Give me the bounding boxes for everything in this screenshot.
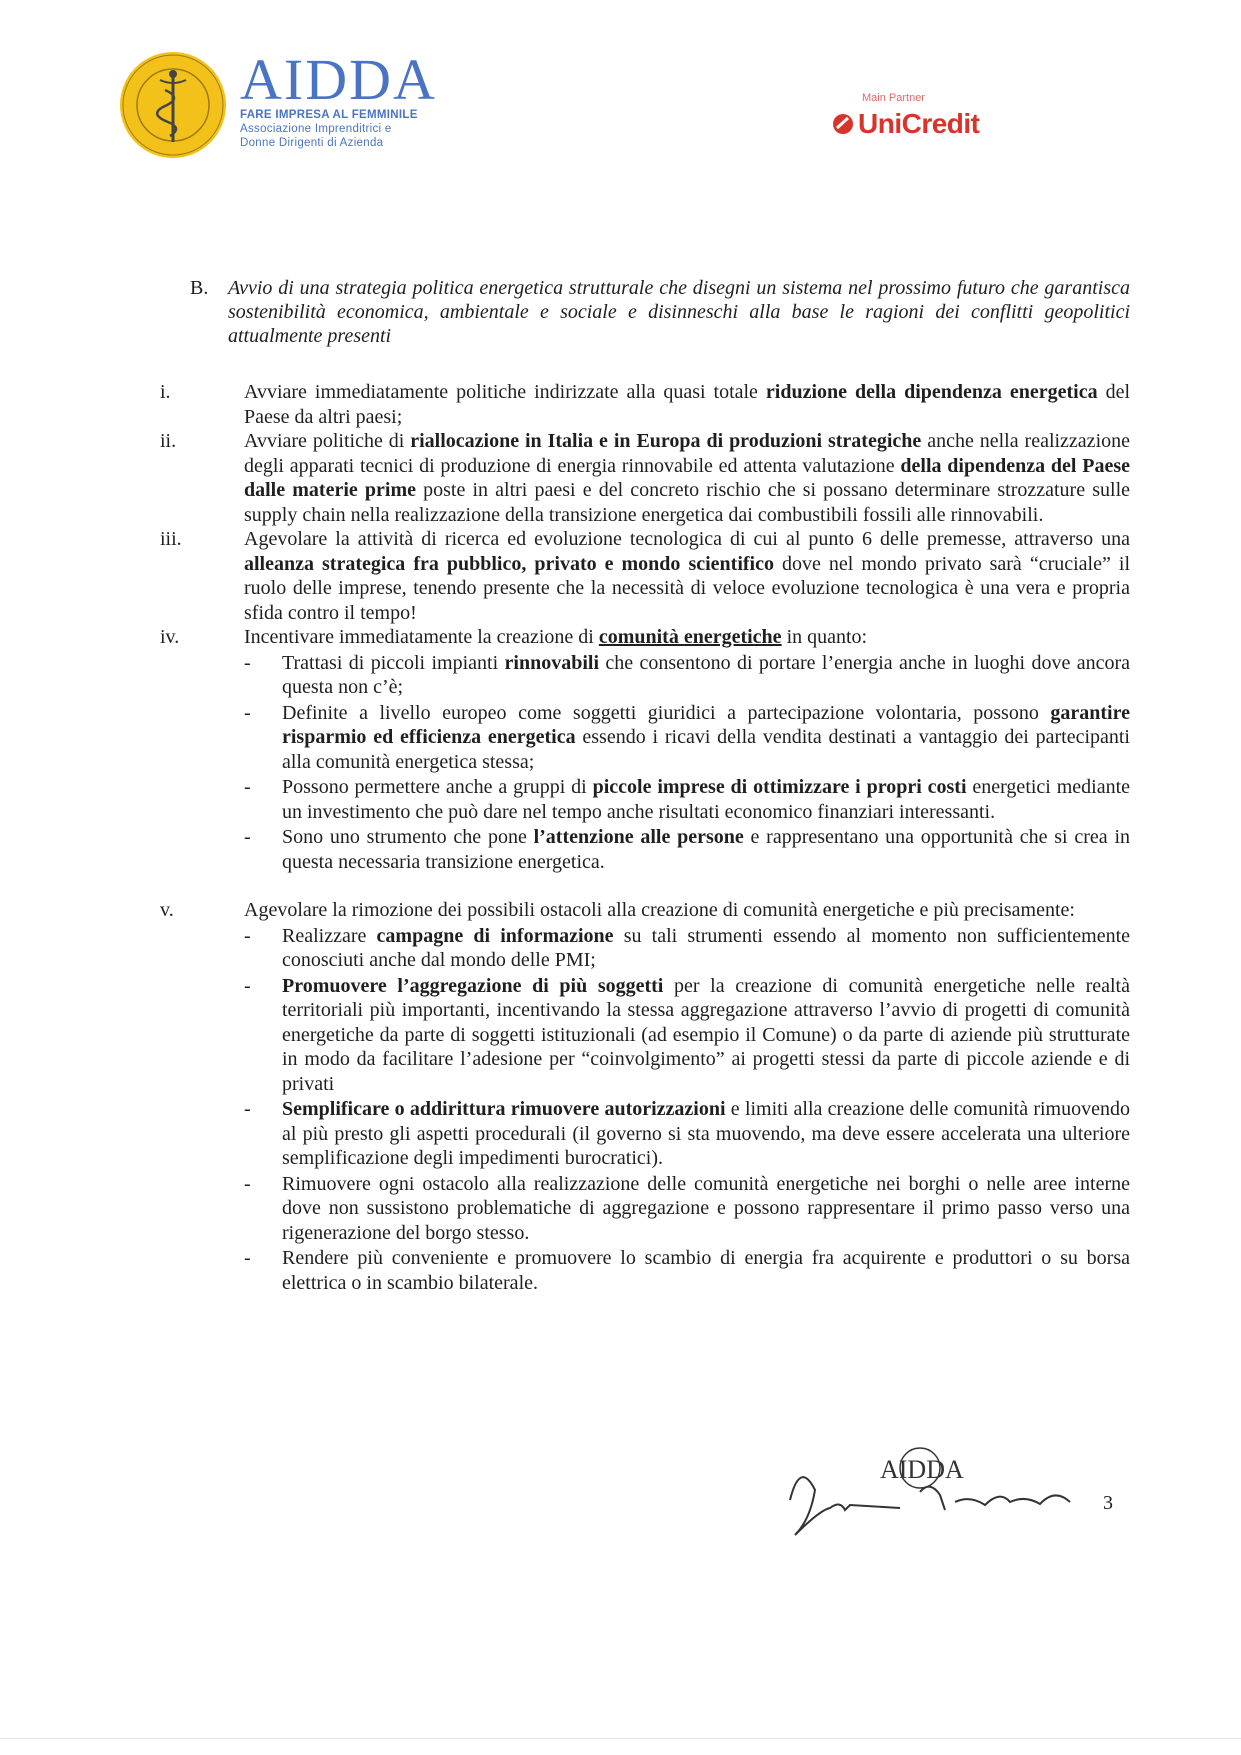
text-run: Agevolare la rimozione dei possibili ostacoli alla creazione di comunità energetiche e più precisamente: [244,899,1075,921]
item-number: iii. [160,528,182,550]
section-heading [190,276,1130,348]
logo-subtitle-1: Associazione Imprenditrici e [240,123,392,135]
partner-label: Main Partner [862,92,925,104]
item-text [244,527,1130,625]
logo-title: AIDDA [240,47,437,112]
text-run: dove nel mondo privato sarà “cruciale” il ruolo delle imprese, tenendo presente che la necessità di veloce evoluzione tecnologica è una vera e propria sfida contro il tempo! [244,552,1130,624]
underlined-run: comunità energetiche [598,626,782,648]
items-list [160,380,1130,1295]
item-text [244,429,1130,527]
bullet-item: - Semplificare o addirittura rimuovere autorizzazioni e limiti alla creazione delle comunità rimuovendo al più presto gli aspetti procedurali (il governo si sta muovendo, ma deve essere accelerata una ulteriore semplificazione degli impedimenti burocratici). [244,1098,1130,1169]
section-letter: B. [190,277,209,299]
list-item [160,527,1130,625]
bold-run: della dipendenza del Paese dalle materie prime [244,454,1130,501]
bold-run: riduzione della dipendenza energetica [765,381,1098,403]
signature-stamp: AIDDA [880,1455,964,1484]
list-item [160,429,1130,527]
item-number: i. [160,381,171,403]
main-partner [832,92,980,140]
bullet-item: - Possono permettere anche a gruppi di piccole imprese di ottimizzare i propri costi energetici mediante un investimento che può dare nel tempo anche risultati economico finanziari interessanti. [244,776,1131,823]
item-text [244,380,1130,429]
handwritten-signature [770,1440,1120,1550]
page-number: 3 [1103,1492,1113,1514]
bullet-item: - Rendere più conveniente e promuovere lo scambio di energia fra acquirente e produttori o su borsa elettrica o in scambio bilaterale. [244,1247,1130,1294]
bullet-list [244,924,1130,1296]
text-run: del Paese da altri paesi; [244,381,1131,428]
bullet-item: - Definite a livello europeo come soggetti giuridici a partecipazione volontaria, possono garantire risparmio ed efficienza energetica essendo i ricavi della vendita destinati a vantaggio dei partecipanti alla comunità energetica stessa; [244,701,1130,773]
bottom-divider [0,1738,1241,1739]
text-run: Avviare immediatamente politiche indirizzate alla quasi totale [244,381,766,403]
item-text [244,898,1130,1295]
list-item [160,625,1130,874]
text-run: in quanto: [781,626,868,648]
list-item [160,380,1130,429]
partner-brand [832,108,980,140]
text-run: Agevolare la attività di ricerca ed evoluzione tecnologica di cui al punto 6 delle premesse, attraverso una [244,528,1130,550]
logo-tagline: FARE IMPRESA AL FEMMINILE [240,109,418,121]
bold-run: alleanza strategica fra pubblico, privato e mondo scientifico [244,552,774,575]
bullet-item: - Realizzare campagne di informazione su tali strumenti essendo al momento non sufficientemente conosciuti anche dal mondo delle PMI; [244,924,1130,971]
aidda-seal-icon [118,50,228,160]
item-text [244,625,1130,874]
item-number: ii. [160,430,177,452]
list-item [160,898,1130,1295]
bullet-item: - Rimuovere ogni ostacolo alla realizzazione delle comunità energetiche nei borghi o nelle aree interne dove non sussistono problematiche di aggregazione e possono rappresentare il primo passo verso una rigenerazione del borgo stesso. [244,1172,1130,1244]
text-run: poste in altri paesi e del concreto rischio che si possano determinare strozzature sulle supply chain nella realizzazione della transizione energetica dai combustibili fossili alle rinnovabili. [244,479,1131,526]
item-number: v. [160,899,174,921]
bullet-item: - Trattasi di piccoli impianti rinnovabili che consentono di portare l’energia anche in luoghi dove ancora questa non c’è; [244,651,1130,698]
bullet-item: - Promuovere l’aggregazione di più soggetti per la creazione di comunità energetiche nelle realtà territoriali più importanti, incentivando la stessa aggregazione attraverso l’avvio di progetti di comunità energetiche da parte di soggetti istituzionali (ad esempio il Comune) o da parte di aziende più strutturate in modo da facilitare l’adesione per “coinvolgimento” ai progetti stessi da parte di piccole aziende e di privati [244,974,1130,1095]
section-title: Avvio di una strategia politica energetica strutturale che disegni un sistema nel prossimo futuro che garantisca sostenibilità economica, ambientale e sociale e disinneschi alla base le ragioni dei conflitti geopolitici attualmente presenti [228,277,1130,347]
partner-name: UniCredit [858,108,980,139]
item-number: iv. [160,626,180,648]
logo-subtitle-2: Donne Dirigenti di Azienda [240,137,384,149]
text-run: Incentivare immediatamente la creazione di [244,626,599,648]
text-run: Avviare politiche di [244,430,411,452]
bullet-item: - Sono uno strumento che pone l’attenzione alle persone e rappresentano una opportunità che si crea in questa necessaria transizione energetica. [244,826,1130,873]
bold-run: riallocazione in Italia e in Europa di produzioni strategiche [410,430,922,452]
unicredit-logo-icon [832,113,854,135]
aidda-logo [240,47,437,150]
bullet-list [244,651,1130,875]
text-run: anche nella realizzazione degli apparati tecnici di produzione di energia rinnovabile ed attenta valutazione [244,430,1130,477]
